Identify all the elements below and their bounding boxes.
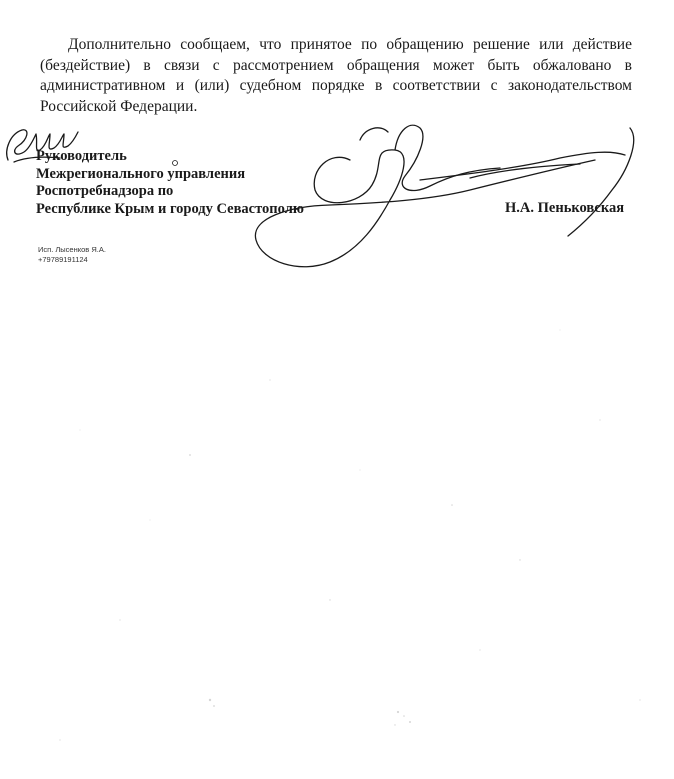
body-paragraph: Дополнительно сообщаем, что принятое по обращению решение или действие (бездействие) в связи с рассмотрением обращения может быть обжаловано в административном и (или) судебном порядке в соответствии с законодательством Российской Федерации. <box>40 36 632 115</box>
position-line-3: Роспотребнадзора по <box>36 183 174 199</box>
position-line-1: Руководитель <box>36 148 127 164</box>
position-line-4: Республике Крым и городу Севастополю <box>36 200 304 217</box>
signer-name: Н.А. Пеньковская <box>505 200 625 216</box>
executor-phone: +79789191124 <box>38 255 88 264</box>
executor-name: Исп. Лысенков Я.А. <box>38 245 106 254</box>
executor-info <box>38 245 106 265</box>
position-line-2: Межрегионального управления <box>36 165 246 182</box>
